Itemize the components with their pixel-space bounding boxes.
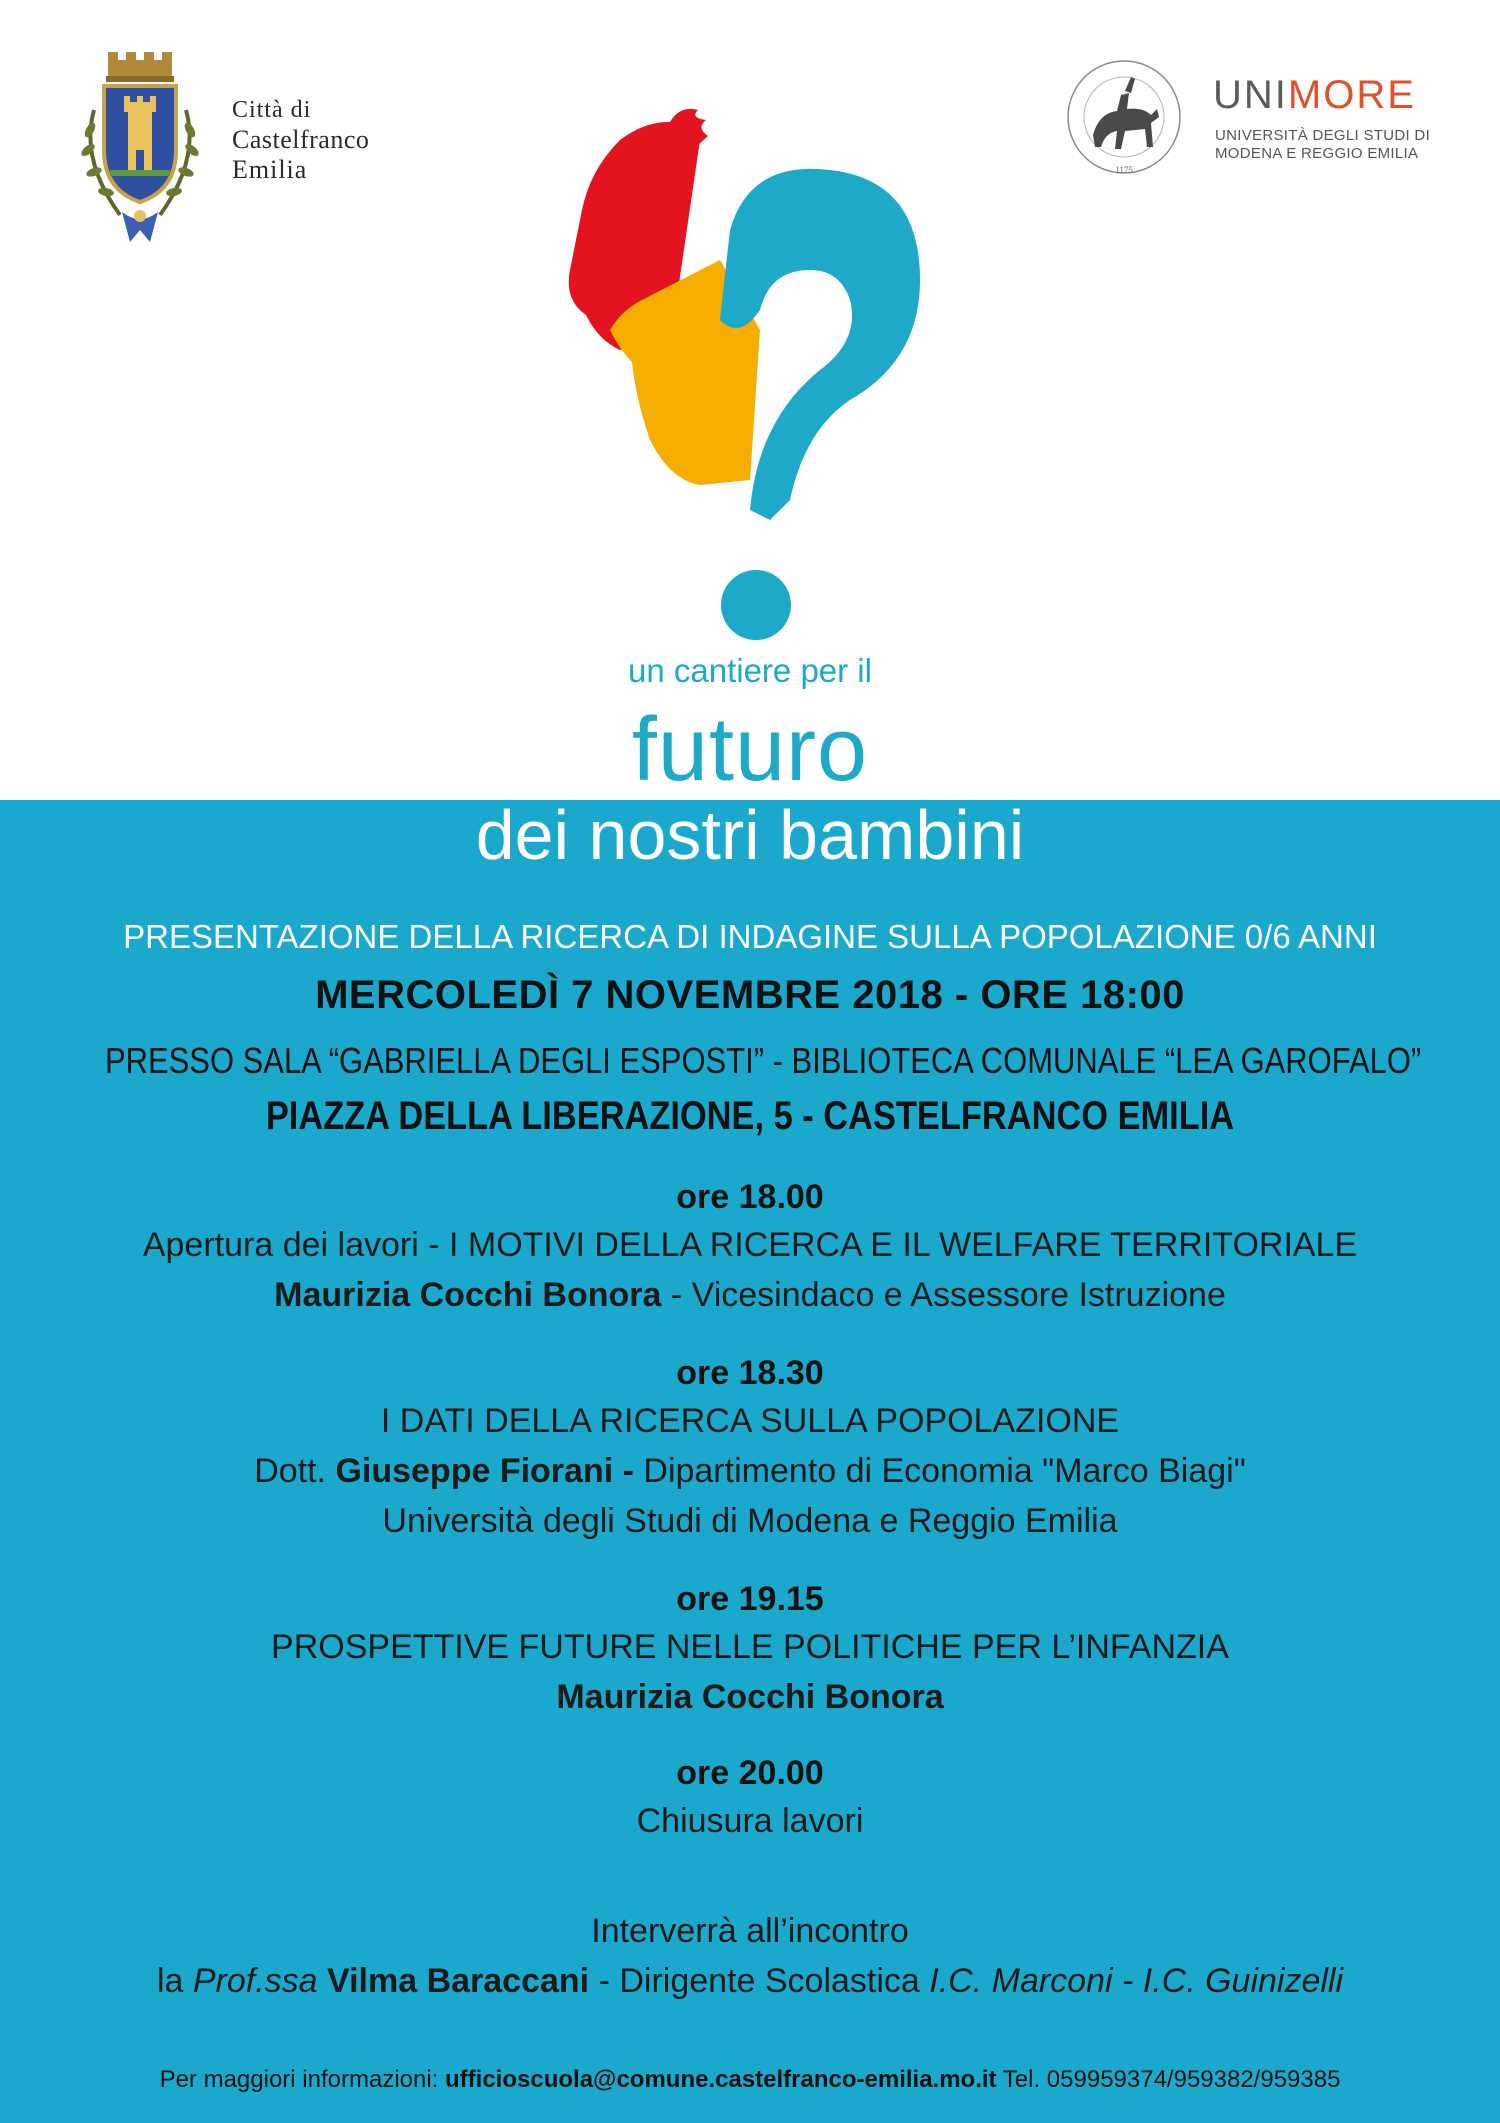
footer-label: Per maggiori informazioni: — [159, 2066, 446, 2093]
question-mark-dot — [721, 570, 791, 640]
city-name-line2: Castelfranco — [232, 125, 370, 154]
unimore-more: MORE — [1287, 73, 1416, 117]
tagline-small: un cantiere per il — [628, 652, 872, 689]
program-affiliation-2: Università degli Studi di Modena e Reggio Emilia — [382, 1502, 1118, 1540]
tagline-big: futuro — [631, 700, 869, 800]
program-speaker-prefix-2: Dott. — [254, 1452, 336, 1490]
university-logo — [1065, 55, 1445, 185]
city-crest-icon — [70, 50, 210, 250]
event-presentation: PRESENTAZIONE DELLA RICERCA DI INDAGINE SULLA POPOLAZIONE 0/6 ANNI — [123, 918, 1377, 955]
program-role-2: Dipartimento di Economia "Marco Biagi" — [633, 1452, 1246, 1490]
event-venue: PRESSO SALA “GABRIELLA DEGLI ESPOSTI” - BIBLIOTECA COMUNALE “LEA GAROFALO” — [105, 1040, 1422, 1081]
event-address: PIAZZA DELLA LIBERAZIONE, 5 - CASTELFRANCO EMILIA — [265, 1094, 1235, 1138]
unimore-subtitle — [1215, 127, 1430, 163]
program-title-3: PROSPETTIVE FUTURE NELLE POLITICHE PER L’INFANZIA — [271, 1628, 1229, 1666]
footer-info — [0, 2066, 1500, 2094]
unimore-subtitle-line1: UNIVERSITÀ DEGLI STUDI DI — [1215, 127, 1431, 144]
program-title-4: Chiusura lavori — [636, 1802, 864, 1840]
unimore-wordmark — [1213, 73, 1416, 118]
guest-role: - Dirigente Scolastica — [589, 1962, 930, 2000]
city-name — [232, 95, 369, 185]
event-date: MERCOLEDÌ 7 NOVEMBRE 2018 - ORE 18:00 — [315, 973, 1185, 1017]
city-name-line1: Città di — [232, 97, 312, 123]
program-speaker-line-1 — [0, 1276, 1500, 1315]
program-title-2: I DATI DELLA RICERCA SULLA POPOLAZIONE — [380, 1402, 1120, 1440]
footer-email-link[interactable]: ufficioscuola@comune.castelfranco-emilia.mo.it — [445, 2066, 997, 2093]
program-title-1: Apertura dei lavori - I MOTIVI DELLA RICERCA E IL WELFARE TERRITORIALE — [142, 1226, 1358, 1264]
guest-title: Prof.ssa — [192, 1962, 318, 2000]
unimore-subtitle-line2: MODENA E REGGIO EMILIA — [1215, 145, 1419, 162]
footer-phone: Tel. 059959374/959382/959385 — [996, 2066, 1341, 2093]
tagline-white: dei nostri bambini — [475, 796, 1025, 874]
question-mark-heads-icon — [520, 100, 970, 650]
guest-prefix: la — [156, 1962, 193, 2000]
city-name-line3: Emilia — [232, 155, 308, 184]
guest-line — [0, 1962, 1500, 2001]
program-speaker-2: Giuseppe Fiorani - — [335, 1452, 634, 1490]
program-speaker-3: Maurizia Cocchi Bonora — [556, 1678, 944, 1716]
program-role-1: - Vicesindaco e Assessore Istruzione — [661, 1276, 1226, 1314]
guest-intro: Interverrà all’incontro — [591, 1912, 909, 1950]
program-time-1: ore 18.00 — [676, 1178, 824, 1216]
unimore-uni: UNI — [1213, 73, 1288, 117]
program-speaker-line-2 — [0, 1452, 1500, 1491]
program-time-2: ore 18.30 — [676, 1354, 824, 1392]
university-seal-icon — [1065, 55, 1183, 185]
seal-year: 1175 — [1115, 165, 1133, 175]
program-speaker-1: Maurizia Cocchi Bonora — [274, 1276, 662, 1314]
program-time-3: ore 19.15 — [676, 1580, 824, 1618]
guest-name: Vilma Baraccani — [317, 1962, 590, 2000]
program-time-4: ore 20.00 — [676, 1754, 824, 1792]
city-logo — [70, 50, 460, 250]
guest-schools: I.C. Marconi - I.C. Guinizelli — [929, 1962, 1344, 2000]
